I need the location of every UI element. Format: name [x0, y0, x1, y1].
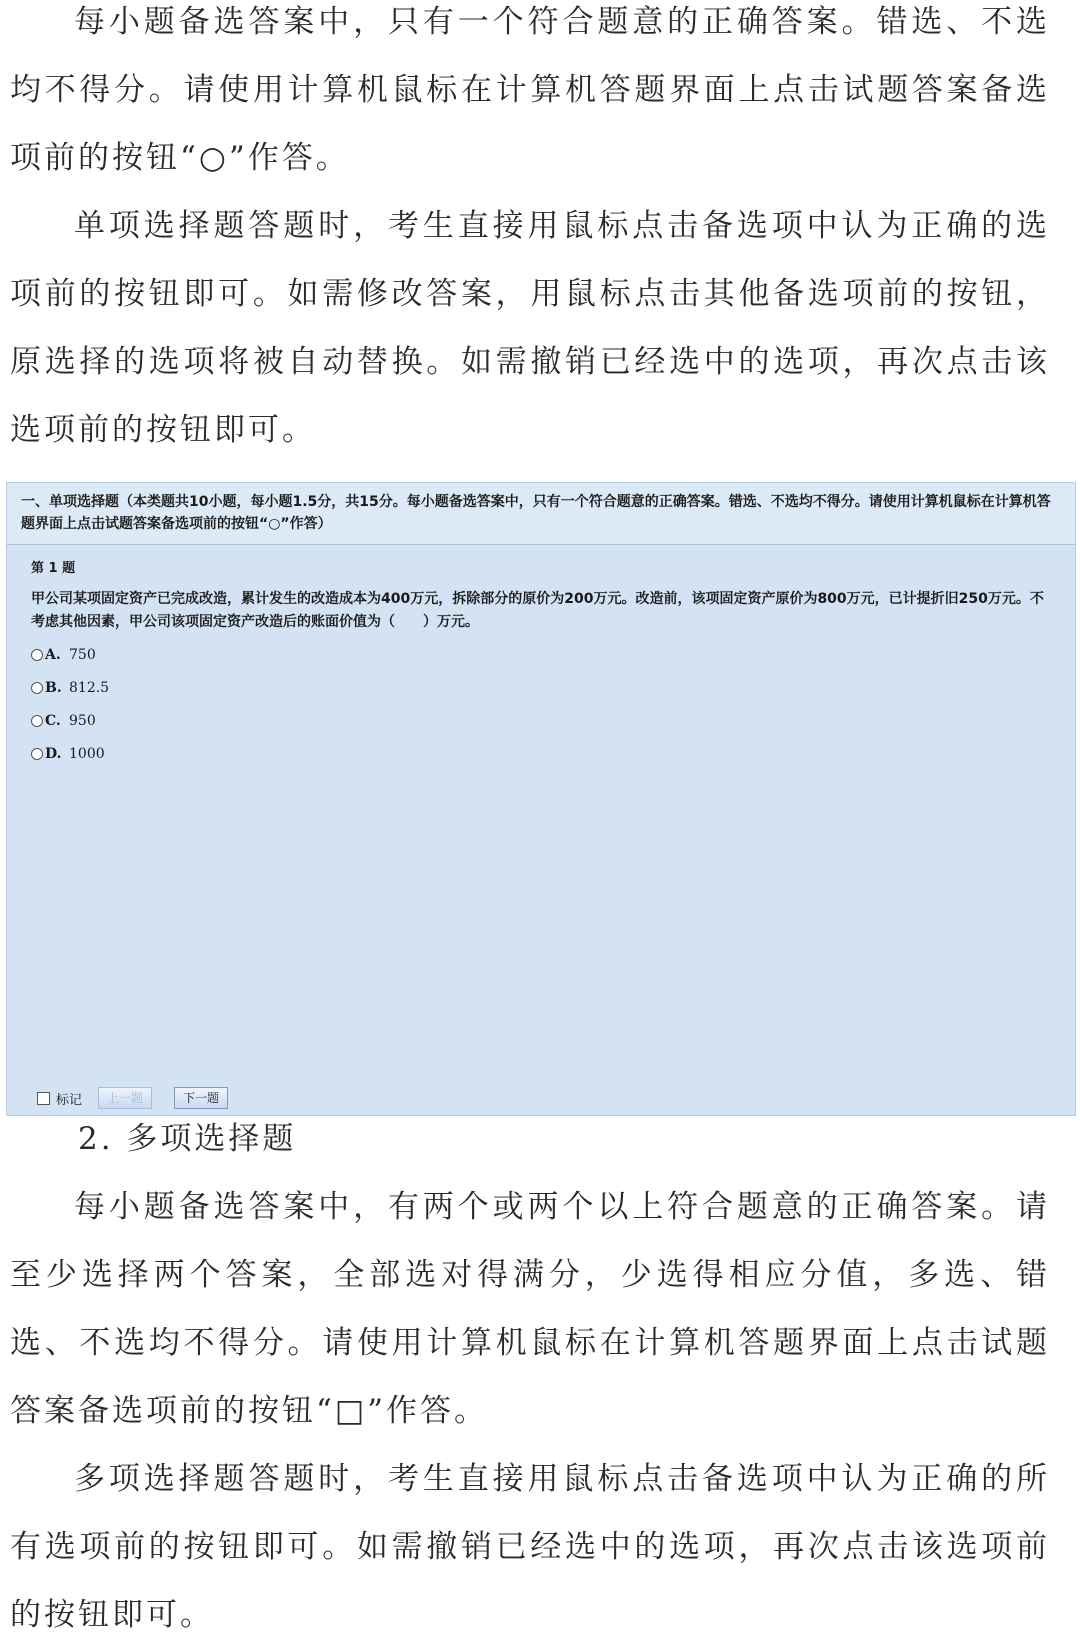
mark-checkbox[interactable]	[37, 1092, 50, 1105]
intro-paragraph-1: 每小题备选答案中，只有一个符合题意的正确答案。错选、不选均不得分。请使用计算机鼠标在计算机答题界面上点击试题答案备选项前的按钮“○”作答。	[10, 4, 1050, 176]
exam-section-header: 一、单项选择题（本类题共10小题，每小题1.5分，共15分。每小题备选答案中，只有一个符合题意的正确答案。错选、不选均不得分。请使用计算机鼠标在计算机答题界面上点击试题答案备选项前的按钮“○”作答）	[7, 483, 1075, 545]
option-a[interactable]	[31, 638, 1055, 671]
option-value: 950	[69, 712, 96, 729]
intro-section	[0, 0, 1060, 464]
multi-paragraph-2: 多项选择题答题时，考生直接用鼠标点击备选项中认为正确的所有选项前的按钮即可。如需撤销已经选中的选项，再次点击该选项前的按钮即可。	[10, 1461, 1050, 1633]
option-value: 1000	[69, 745, 105, 762]
multi-choice-section	[0, 1105, 1060, 1649]
option-letter: D.	[45, 745, 62, 762]
intro-paragraph-2: 单项选择题答题时，考生直接用鼠标点击备选项中认为正确的选项前的按钮即可。如需修改答案，用鼠标点击其他备选项前的按钮，原选择的选项将被自动替换。如需撤销已经选中的选项，再次点击该选项前的按钮即可。	[10, 208, 1050, 448]
question-number: 第 1 题	[31, 561, 76, 576]
next-question-button[interactable]: 下一题	[174, 1087, 228, 1109]
option-b[interactable]	[31, 671, 1055, 704]
mark-label: 标记	[56, 1092, 83, 1108]
option-value: 812.5	[69, 679, 110, 696]
radio-circle-icon[interactable]	[31, 649, 43, 661]
exam-screenshot	[6, 482, 1076, 1116]
option-letter: B.	[45, 679, 62, 696]
option-d[interactable]	[31, 737, 1055, 770]
option-c[interactable]	[31, 704, 1055, 737]
option-value: 750	[69, 646, 96, 663]
multi-paragraph-1: 每小题备选答案中，有两个或两个以上符合题意的正确答案。请至少选择两个答案，全部选对得满分，少选得相应分值，多选、错选、不选均不得分。请使用计算机鼠标在计算机答题界面上点击试题答案备选项前的按钮“□”作答。	[10, 1189, 1050, 1429]
radio-circle-icon[interactable]	[31, 682, 43, 694]
question-stem: 甲公司某项固定资产已完成改造，累计发生的改造成本为400万元，拆除部分的原价为200万元。改造前，该项固定资产原价为800万元，已计提折旧250万元。不考虑其他因素，甲公司该项固定资产改造后的账面价值为（ ）万元。	[31, 591, 1044, 630]
exam-question-panel	[7, 545, 1075, 770]
option-letter: C.	[45, 712, 61, 729]
radio-circle-icon[interactable]	[31, 715, 43, 727]
option-letter: A.	[45, 646, 61, 663]
prev-question-button[interactable]: 上一题	[98, 1087, 152, 1109]
radio-circle-icon[interactable]	[31, 748, 43, 760]
section-title: 2. 多项选择题	[78, 1121, 297, 1157]
